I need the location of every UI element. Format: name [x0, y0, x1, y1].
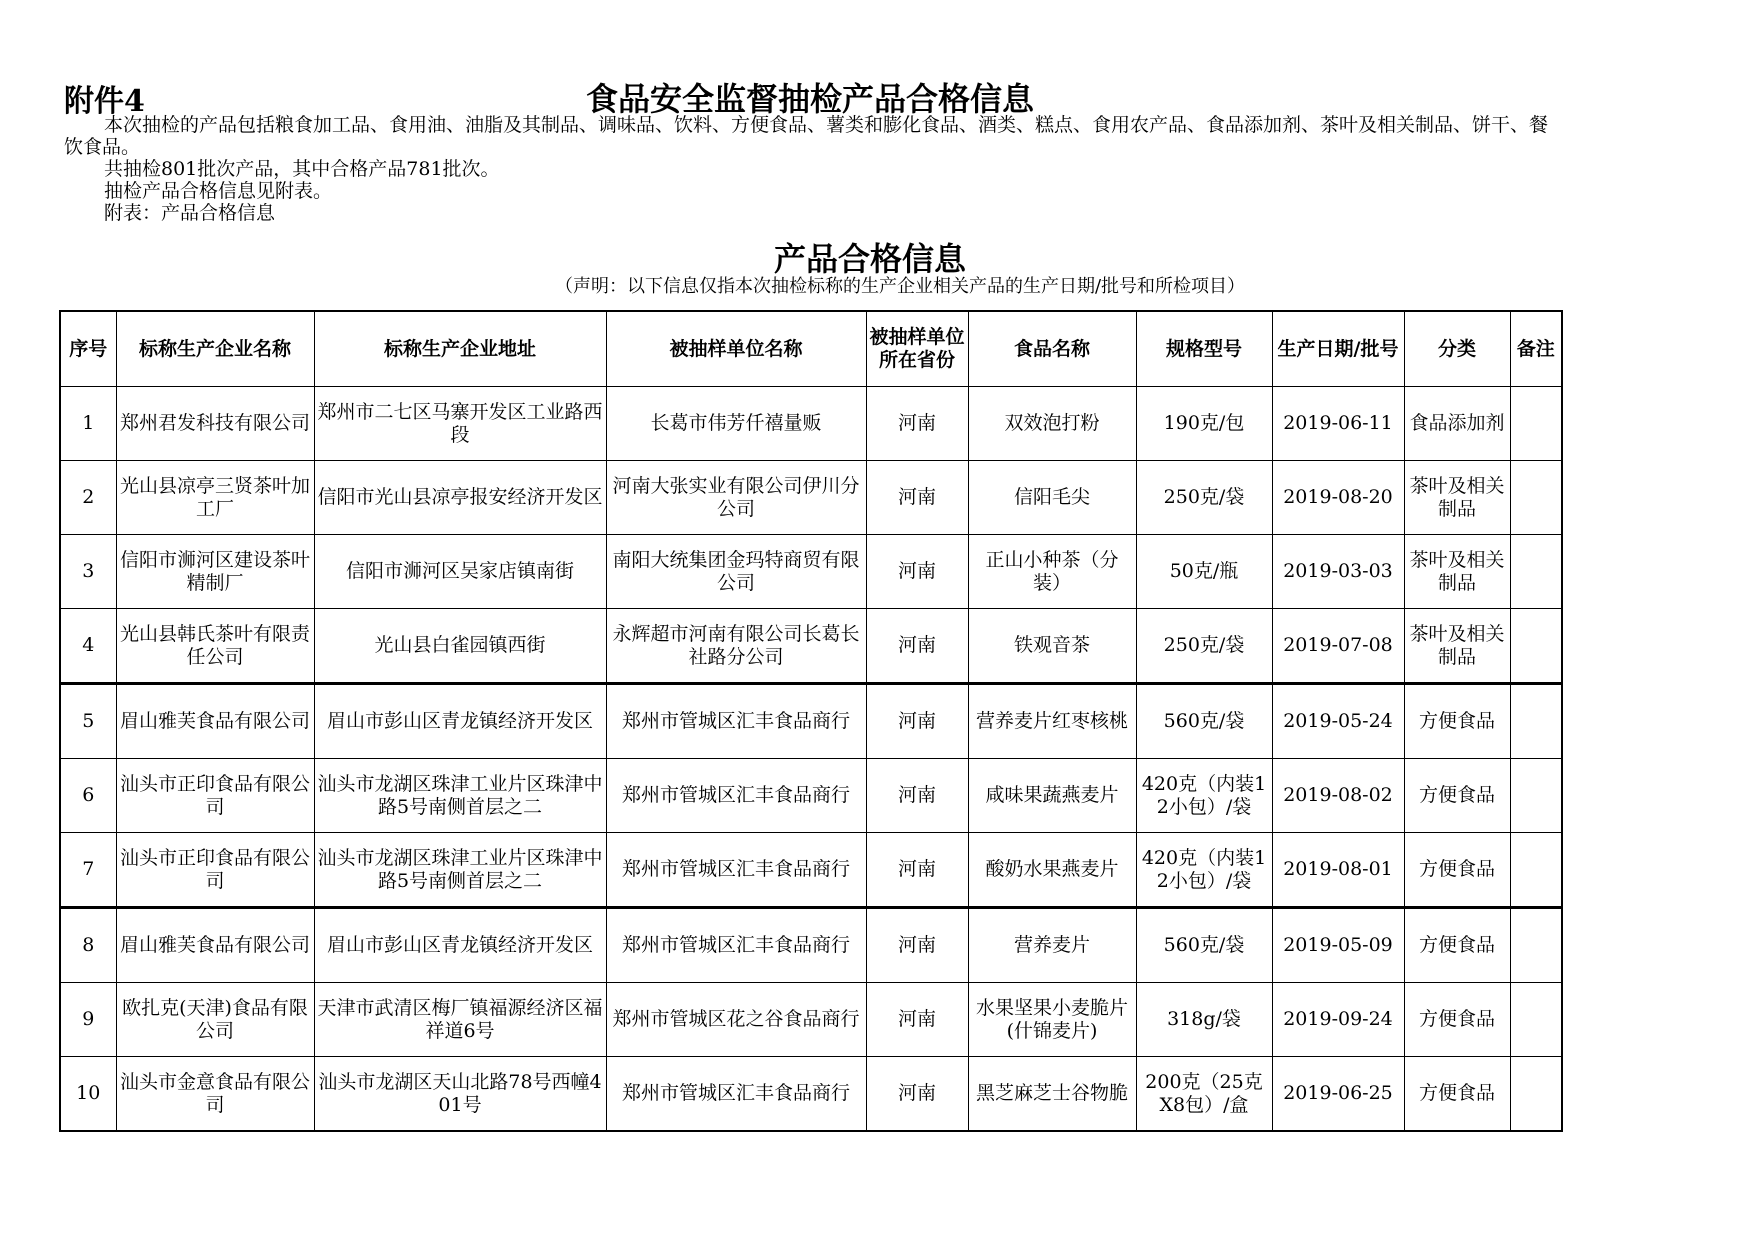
cell-spec: 560克/袋: [1136, 684, 1272, 759]
result-table: [59, 310, 1563, 1132]
cell-spec: 420克（内装12小包）/袋: [1136, 833, 1272, 908]
cell-food-name: 水果坚果小麦脆片(什锦麦片): [968, 983, 1136, 1057]
cell-sampled-unit: 永辉超市河南有限公司长葛长社路分公司: [606, 609, 866, 684]
cell-index: 4: [60, 609, 116, 684]
cell-date: 2019-08-20: [1272, 461, 1404, 535]
cell-address: 汕头市龙湖区珠津工业片区珠津中路5号南侧首层之二: [314, 759, 606, 833]
statement: （声明：以下信息仅指本次抽检标称的生产企业相关产品的生产日期/批号和所检项目）: [554, 276, 1246, 297]
table-row: [60, 759, 1562, 833]
cell-date: 2019-08-02: [1272, 759, 1404, 833]
cell-food-name: 铁观音茶: [968, 609, 1136, 684]
cell-address: 光山县白雀园镇西街: [314, 609, 606, 684]
table-row: [60, 684, 1562, 759]
cell-sampled-unit: 郑州市管城区花之谷食品商行: [606, 983, 866, 1057]
cell-food-name: 黑芝麻芝士谷物脆: [968, 1057, 1136, 1132]
cell-address: 汕头市龙湖区天山北路78号西幢401号: [314, 1057, 606, 1132]
cell-province: 河南: [866, 1057, 968, 1132]
cell-province: 河南: [866, 535, 968, 609]
cell-category: 方便食品: [1404, 833, 1510, 908]
cell-food-name: 酸奶水果燕麦片: [968, 833, 1136, 908]
cell-date: 2019-03-03: [1272, 535, 1404, 609]
cell-province: 河南: [866, 461, 968, 535]
cell-index: 10: [60, 1057, 116, 1132]
cell-category: 食品添加剂: [1404, 387, 1510, 461]
cell-address: 眉山市彭山区青龙镇经济开发区: [314, 908, 606, 983]
cell-sampled-unit: 郑州市管城区汇丰食品商行: [606, 759, 866, 833]
cell-category: 方便食品: [1404, 684, 1510, 759]
table-title: 产品合格信息: [773, 240, 966, 278]
cell-index: 5: [60, 684, 116, 759]
cell-manufacturer: 眉山雅芙食品有限公司: [116, 908, 314, 983]
column-header: 分类: [1404, 311, 1510, 387]
cell-remark: [1510, 535, 1562, 609]
cell-spec: 250克/袋: [1136, 461, 1272, 535]
cell-food-name: 咸味果蔬燕麦片: [968, 759, 1136, 833]
column-header: 规格型号: [1136, 311, 1272, 387]
cell-province: 河南: [866, 908, 968, 983]
cell-food-name: 营养麦片: [968, 908, 1136, 983]
cell-category: 茶叶及相关制品: [1404, 609, 1510, 684]
cell-province: 河南: [866, 983, 968, 1057]
cell-sampled-unit: 郑州市管城区汇丰食品商行: [606, 684, 866, 759]
cell-province: 河南: [866, 609, 968, 684]
cell-manufacturer: 汕头市正印食品有限公司: [116, 759, 314, 833]
cell-index: 6: [60, 759, 116, 833]
cell-address: 眉山市彭山区青龙镇经济开发区: [314, 684, 606, 759]
page-title: 食品安全监督抽检产品合格信息: [585, 80, 1034, 118]
cell-spec: 420克（内装12小包）/袋: [1136, 759, 1272, 833]
column-header: 被抽样单位名称: [606, 311, 866, 387]
cell-date: 2019-07-08: [1272, 609, 1404, 684]
cell-remark: [1510, 684, 1562, 759]
column-header: 标称生产企业名称: [116, 311, 314, 387]
cell-manufacturer: 汕头市金意食品有限公司: [116, 1057, 314, 1132]
table-row: [60, 387, 1562, 461]
cell-remark: [1510, 1057, 1562, 1132]
intro-attachment: 附表：产品合格信息: [104, 202, 276, 224]
cell-category: 方便食品: [1404, 759, 1510, 833]
cell-spec: 50克/瓶: [1136, 535, 1272, 609]
cell-spec: 560克/袋: [1136, 908, 1272, 983]
cell-sampled-unit: 长葛市伟芳仟禧量贩: [606, 387, 866, 461]
cell-category: 方便食品: [1404, 908, 1510, 983]
cell-date: 2019-08-01: [1272, 833, 1404, 908]
table-header-row: [60, 311, 1562, 387]
cell-food-name: 正山小种茶（分装）: [968, 535, 1136, 609]
table-row: [60, 833, 1562, 908]
cell-address: 汕头市龙湖区珠津工业片区珠津中路5号南侧首层之二: [314, 833, 606, 908]
cell-address: 信阳市浉河区吴家店镇南街: [314, 535, 606, 609]
intro-scope: 本次抽检的产品包括粮食加工品、食用油、油脂及其制品、调味品、饮料、方便食品、薯类和膨化食品、酒类、糕点、食用农产品、食品添加剂、茶叶及相关制品、饼干、餐饮食品。: [64, 114, 1549, 158]
table-row: [60, 535, 1562, 609]
intro-reference: 抽检产品合格信息见附表。: [104, 180, 333, 202]
cell-index: 8: [60, 908, 116, 983]
cell-index: 9: [60, 983, 116, 1057]
cell-date: 2019-06-11: [1272, 387, 1404, 461]
cell-address: 郑州市二七区马寨开发区工业路西段: [314, 387, 606, 461]
cell-spec: 250克/袋: [1136, 609, 1272, 684]
cell-category: 茶叶及相关制品: [1404, 535, 1510, 609]
cell-category: 方便食品: [1404, 1057, 1510, 1132]
table-row: [60, 609, 1562, 684]
cell-remark: [1510, 833, 1562, 908]
cell-sampled-unit: 郑州市管城区汇丰食品商行: [606, 1057, 866, 1132]
cell-province: 河南: [866, 387, 968, 461]
cell-remark: [1510, 387, 1562, 461]
cell-food-name: 营养麦片红枣核桃: [968, 684, 1136, 759]
cell-date: 2019-06-25: [1272, 1057, 1404, 1132]
table-row: [60, 983, 1562, 1057]
cell-province: 河南: [866, 684, 968, 759]
cell-manufacturer: 信阳市浉河区建设茶叶精制厂: [116, 535, 314, 609]
column-header: 生产日期/批号: [1272, 311, 1404, 387]
column-header: 备注: [1510, 311, 1562, 387]
cell-index: 3: [60, 535, 116, 609]
cell-manufacturer: 眉山雅芙食品有限公司: [116, 684, 314, 759]
cell-remark: [1510, 461, 1562, 535]
cell-remark: [1510, 609, 1562, 684]
cell-remark: [1510, 908, 1562, 983]
cell-date: 2019-09-24: [1272, 983, 1404, 1057]
column-header: 标称生产企业地址: [314, 311, 606, 387]
cell-index: 2: [60, 461, 116, 535]
cell-spec: 190克/包: [1136, 387, 1272, 461]
cell-index: 1: [60, 387, 116, 461]
cell-category: 茶叶及相关制品: [1404, 461, 1510, 535]
cell-sampled-unit: 南阳大统集团金玛特商贸有限公司: [606, 535, 866, 609]
cell-sampled-unit: 河南大张实业有限公司伊川分公司: [606, 461, 866, 535]
cell-remark: [1510, 759, 1562, 833]
table-row: [60, 908, 1562, 983]
cell-spec: 318g/袋: [1136, 983, 1272, 1057]
cell-manufacturer: 光山县凉亭三贤茶叶加工厂: [116, 461, 314, 535]
intro-count: 共抽检801批次产品，其中合格产品781批次。: [104, 158, 500, 180]
cell-manufacturer: 郑州君发科技有限公司: [116, 387, 314, 461]
cell-sampled-unit: 郑州市管城区汇丰食品商行: [606, 908, 866, 983]
attachment-label: 附件4: [64, 84, 145, 119]
cell-food-name: 双效泡打粉: [968, 387, 1136, 461]
column-header: 食品名称: [968, 311, 1136, 387]
table-row: [60, 461, 1562, 535]
cell-date: 2019-05-09: [1272, 908, 1404, 983]
cell-manufacturer: 光山县韩氏茶叶有限责任公司: [116, 609, 314, 684]
cell-sampled-unit: 郑州市管城区汇丰食品商行: [606, 833, 866, 908]
column-header: 序号: [60, 311, 116, 387]
cell-date: 2019-05-24: [1272, 684, 1404, 759]
column-header: 被抽样单位所在省份: [866, 311, 968, 387]
cell-category: 方便食品: [1404, 983, 1510, 1057]
cell-food-name: 信阳毛尖: [968, 461, 1136, 535]
table-row: [60, 1057, 1562, 1132]
cell-spec: 200克（25克X8包）/盒: [1136, 1057, 1272, 1132]
cell-province: 河南: [866, 833, 968, 908]
cell-manufacturer: 汕头市正印食品有限公司: [116, 833, 314, 908]
cell-address: 信阳市光山县凉亭报安经济开发区: [314, 461, 606, 535]
cell-remark: [1510, 983, 1562, 1057]
cell-province: 河南: [866, 759, 968, 833]
cell-index: 7: [60, 833, 116, 908]
cell-manufacturer: 欧扎克(天津)食品有限公司: [116, 983, 314, 1057]
intro-section: [64, 114, 1564, 224]
cell-address: 天津市武清区梅厂镇福源经济区福祥道6号: [314, 983, 606, 1057]
